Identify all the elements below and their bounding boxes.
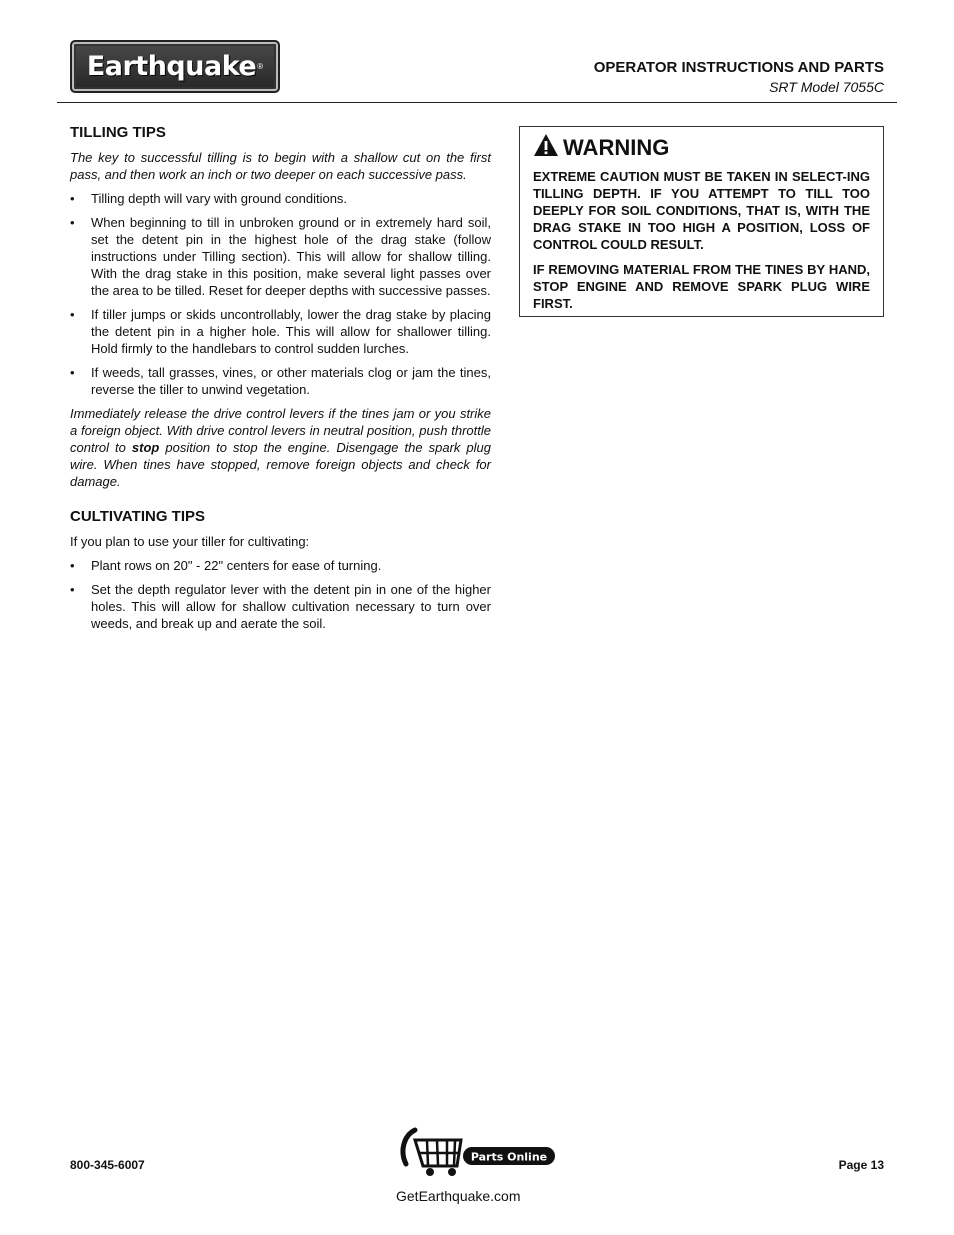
list-item <box>70 306 491 357</box>
list-item <box>70 581 491 632</box>
tilling-tips-heading: TILLING TIPS <box>70 124 166 141</box>
bullet-icon: • <box>70 191 75 206</box>
warning-header <box>533 133 870 162</box>
tilling-intro: The key to successful tilling is to begin with a shallow cut on the first pass, and then work an inch or two deeper on each successive pass. <box>70 150 491 182</box>
list-item-text: If weeds, tall grasses, vines, or other materials clog or jam the tines, reverse the tiller to unwind vegetation. <box>91 365 491 397</box>
document-title: OPERATOR INSTRUCTIONS AND PARTS <box>593 59 884 76</box>
parts-online-logo <box>397 1126 559 1178</box>
note-text-2: position to stop the engine. Disengage the spark plug wire. When tines have stopped, remove foreign objects and check for damage. <box>70 440 491 489</box>
bullet-icon: • <box>70 307 75 322</box>
model-subtitle: SRT Model 7055C <box>769 79 884 95</box>
warning-box <box>519 126 884 317</box>
warning-triangle-icon <box>533 133 559 162</box>
list-item <box>70 557 491 574</box>
left-column <box>70 124 491 639</box>
list-item <box>70 214 491 299</box>
warning-title: WARNING <box>563 134 670 160</box>
warning-paragraph-2: IF REMOVING MATERIAL FROM THE TINES BY HAND, STOP ENGINE AND REMOVE SPARK PLUG WIRE FIRST. <box>533 262 870 311</box>
shopping-cart-icon <box>415 1140 461 1176</box>
list-item-text: Tilling depth will vary with ground conditions. <box>91 191 348 206</box>
list-item <box>70 190 491 207</box>
tilling-bullet-list <box>70 190 491 398</box>
note-text-1: Immediately release the drive control levers if the tines jam or you strike a foreign object. With drive control levers in neutral position, push throttle control to <box>70 406 491 455</box>
bullet-icon: • <box>70 558 75 573</box>
bullet-icon: • <box>70 582 75 597</box>
bullet-icon: • <box>70 365 75 380</box>
bullet-icon: • <box>70 215 75 230</box>
cultivating-bullet-list <box>70 557 491 632</box>
cultivating-tips-heading: CULTIVATING TIPS <box>70 508 205 525</box>
page-number: Page 13 <box>838 1158 884 1172</box>
phone-number: 800-345-6007 <box>70 1158 145 1172</box>
list-item-text: If tiller jumps or skids uncontrollably, lower the drag stake by placing the detent pin in a higher hole. This will allow for shallower tilling. Hold firmly to the handlebars to control sudden lurches. <box>91 307 491 356</box>
logo-text: Earthquake <box>86 51 257 82</box>
list-item <box>70 364 491 398</box>
note-stop-word: stop <box>131 440 160 455</box>
cultivating-intro: If you plan to use your tiller for cultivating: <box>70 534 310 549</box>
list-item-text: When beginning to till in unbroken ground or in extremely hard soil, set the detent pin in the highest hole of the drag stake (follow instructions under Tilling section). This will allow for shallow tilling. With the drag stake in this position, make several light passes over the area to be tilled. Reset for deeper depths with successive passes. <box>91 215 491 298</box>
list-item-text: Plant rows on 20" - 22" centers for ease of turning. <box>91 558 382 573</box>
warning-paragraph-1: EXTREME CAUTION MUST BE TAKEN IN SELECT-ING TILLING DEPTH. IF YOU ATTEMPT TO TILL TOO DEEPLY FOR SOIL CONDITIONS, THAT IS, WITH THE DRAG STAKE IN TOO HIGH A POSITION, LOSS OF CONTROL COULD RESULT. <box>533 169 870 252</box>
earthquake-logo <box>70 40 280 93</box>
registered-mark: ® <box>257 62 264 71</box>
parts-online-text: Parts Online <box>470 1150 548 1164</box>
tilling-safety-note <box>70 405 491 490</box>
list-item-text: Set the depth regulator lever with the detent pin in one of the higher holes. This will allow for shallow cultivation necessary to turn over weeds, and break up and aerate the soil. <box>91 582 491 631</box>
header-divider <box>57 102 897 103</box>
website-url: GetEarthquake.com <box>396 1188 521 1204</box>
